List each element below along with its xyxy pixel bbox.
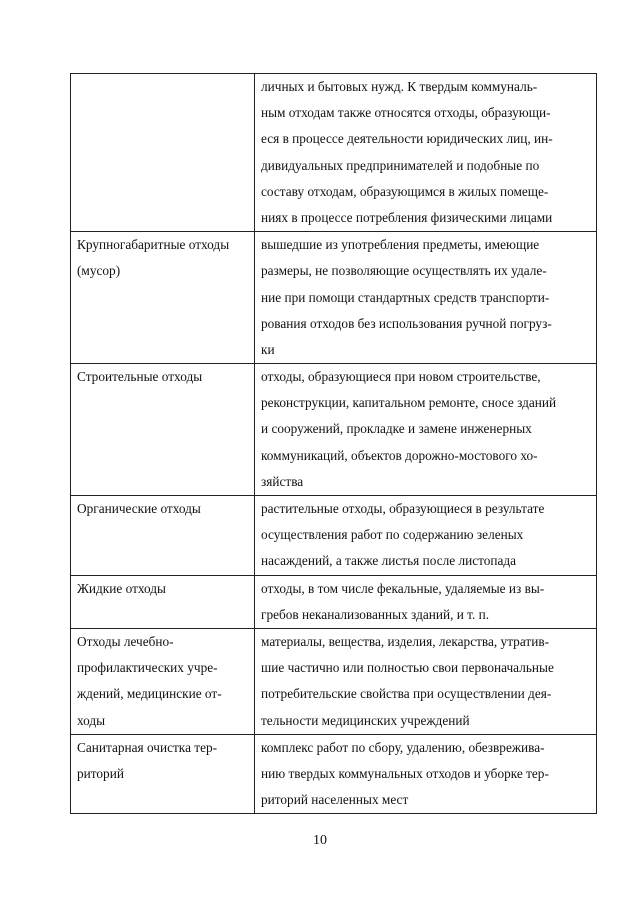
definition-line: риторий населенных мест [261, 792, 409, 808]
definition-line: отходы, образующиеся при новом строительстве, [261, 369, 541, 385]
term-line: Крупногабаритные отходы [77, 237, 230, 253]
page-number: 10 [313, 833, 327, 848]
terms-table-body [71, 74, 597, 814]
definition-line: насаждений, а также листья после листопада [261, 553, 517, 569]
term-cell [71, 734, 255, 814]
definition-line: вышедшие из употребления предметы, имеющие [261, 237, 540, 253]
term-cell [71, 74, 255, 232]
term-cell [71, 628, 255, 734]
definition-cell [255, 232, 597, 364]
definition-line: потребительские свойства при осуществлении дея- [261, 686, 552, 702]
table-row [71, 628, 597, 734]
definition-line: осуществления работ по содержанию зеленых [261, 527, 524, 543]
table-row [71, 232, 597, 364]
definition-line: материалы, вещества, изделия, лекарства, утратив- [261, 633, 550, 649]
definition-line: тельности медицинских учреждений [261, 712, 470, 728]
definition-line: ние при помощи стандартных средств транспорти- [261, 289, 550, 305]
term-line: (мусор) [77, 263, 121, 279]
term-cell [71, 232, 255, 364]
definition-line: зяйства [261, 473, 304, 489]
definition-cell [255, 364, 597, 496]
term-cell [71, 496, 255, 576]
table-row [71, 74, 597, 232]
definition-line: гребов неканализованных зданий, и т. п. [261, 606, 490, 622]
definition-line: коммуникаций, объектов дорожно-мостового хо- [261, 447, 538, 463]
definition-cell [255, 575, 597, 628]
definition-line: личных и бытовых нужд. К твердым коммуналь- [261, 79, 538, 94]
definition-line: ниях в процессе потребления физическими лицами [261, 209, 553, 225]
term-line: Жидкие отходы [77, 580, 166, 596]
term-cell [71, 364, 255, 496]
term-line: ходы [77, 712, 106, 728]
definition-line: еся в процессе деятельности юридических лиц, ин- [261, 131, 553, 147]
definition-line: реконструкции, капитальном ремонте, сносе зданий [261, 395, 557, 411]
definition-line: размеры, не позволяющие осуществлять их удале- [261, 263, 547, 279]
definition-cell [255, 496, 597, 576]
definition-line: шие частично или полностью свои первоначальные [261, 660, 554, 676]
definition-line: и сооружений, прокладке и замене инженерных [261, 421, 532, 437]
term-line: Строительные отходы [77, 369, 203, 385]
definition-line: нию твердых коммунальных отходов и уборке тер- [261, 765, 549, 781]
term-cell [71, 575, 255, 628]
definition-cell [255, 734, 597, 814]
term-line: профилактических учре- [77, 660, 218, 676]
definition-line: ки [261, 341, 275, 357]
term-line: Органические отходы [77, 501, 201, 516]
table-row [71, 364, 597, 496]
definition-line: отходы, в том числе фекальные, удаляемые из вы- [261, 580, 545, 596]
definition-line: дивидуальных предпринимателей и подобные по [261, 157, 540, 173]
table-row [71, 496, 597, 576]
term-line: Санитарная очистка тер- [77, 739, 218, 755]
definition-line: растительные отходы, образующиеся в результате [261, 501, 545, 516]
term-line: ждений, медицинские от- [77, 686, 222, 702]
terms-table [70, 73, 597, 814]
table-row [71, 575, 597, 628]
term-line: Отходы лечебно- [77, 633, 174, 649]
table-row [71, 734, 597, 814]
definition-line: рования отходов без использования ручной погруз- [261, 315, 552, 331]
definition-line: комплекс работ по сбору, удалению, обезврежива- [261, 739, 545, 755]
definition-line: составу отходам, образующимся в жилых помеще- [261, 183, 549, 199]
definition-cell [255, 74, 597, 232]
definition-cell [255, 628, 597, 734]
definition-line: ным отходам также относятся отходы, образующи- [261, 105, 551, 121]
term-line: риторий [77, 765, 124, 781]
